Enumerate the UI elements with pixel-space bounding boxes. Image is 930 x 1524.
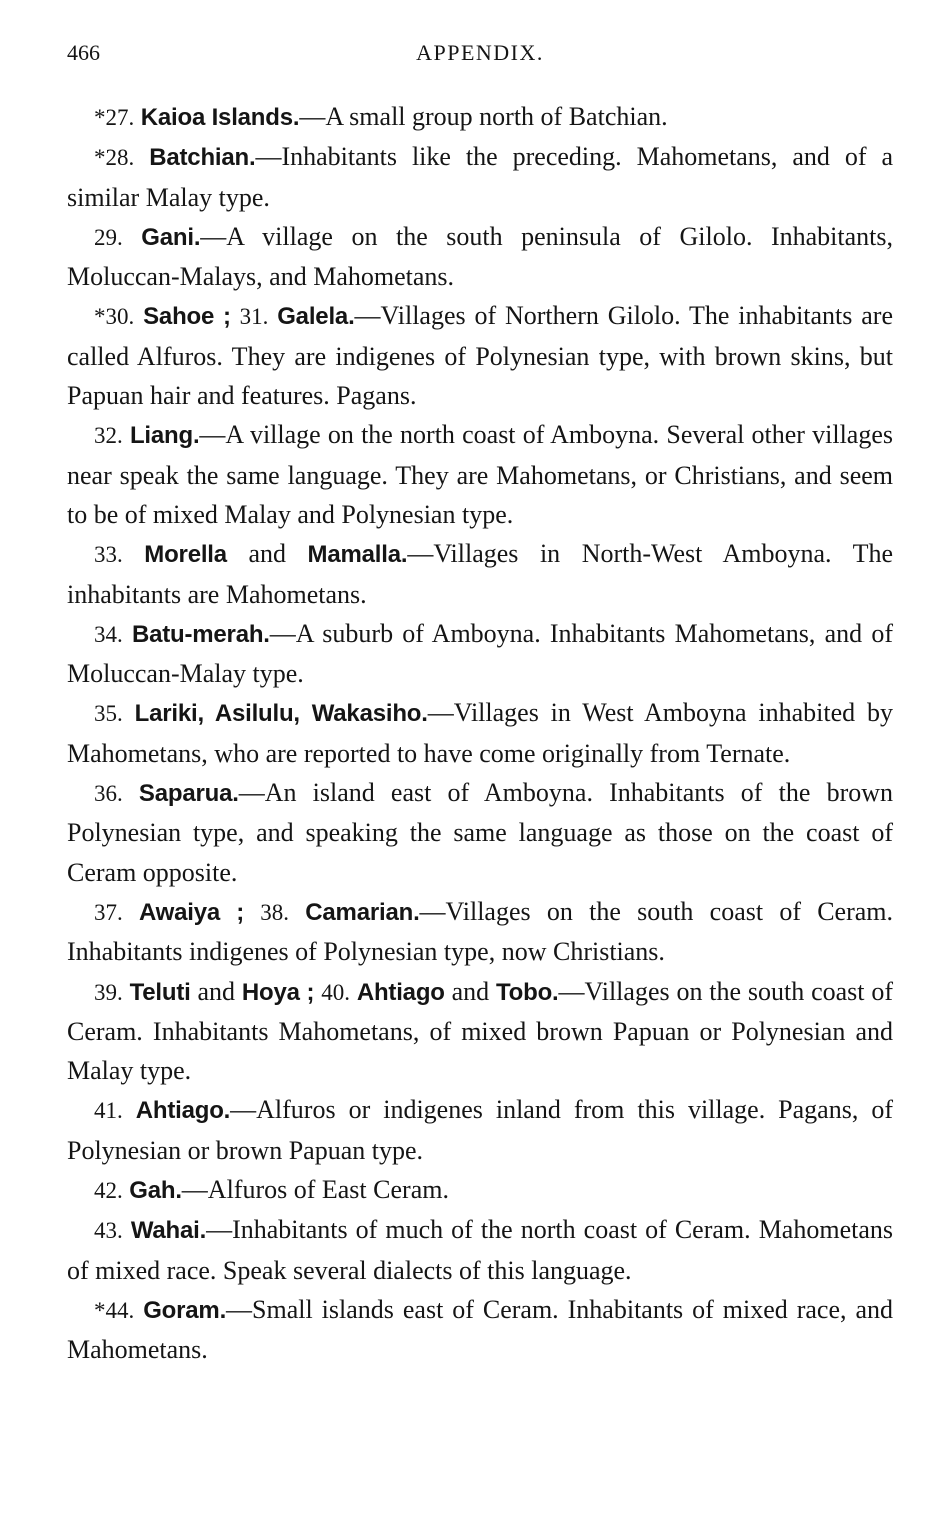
entry-place-name: Goram. <box>143 1296 227 1324</box>
entry-place-name: Gani. <box>141 223 201 251</box>
appendix-entry <box>67 217 893 297</box>
entry-number: *27. <box>94 105 135 130</box>
appendix-entry <box>67 1170 893 1210</box>
entry-text: —Alfuros of East Ceram. <box>181 1175 449 1205</box>
entry-place-name: Mamalla. <box>307 541 408 569</box>
entry-number: 35. <box>94 701 123 727</box>
entry-text: —Alfuros or indigenes inland from this village. Pagans, of Polynesian or brown Papuan type. <box>67 1095 893 1165</box>
entry-place-name: Ahtiago <box>356 978 445 1006</box>
entry-text: —Small islands east of Ceram. Inhabitants of mixed race, and Mahometans. <box>67 1294 893 1365</box>
entry-number: 38. <box>260 899 290 925</box>
entry-number: 31. <box>239 304 269 330</box>
entry-number: 41. <box>94 1098 123 1124</box>
appendix-entry <box>67 137 893 217</box>
entry-place-name: Batu-merah. <box>131 620 270 648</box>
appendix-entry <box>67 97 893 137</box>
entry-text <box>289 897 305 926</box>
entry-text <box>244 897 260 926</box>
entry-place-name: Batchian. <box>149 144 256 172</box>
entry-place-name: Sahoe ; <box>143 303 231 331</box>
entry-text: —An island east of Amboyna. Inhabitants of the brown Polynesian type, and speaking the same language as those on the coast of Ceram opposite. <box>67 778 894 887</box>
entry-text <box>123 698 135 727</box>
appendix-entry <box>67 1290 893 1370</box>
entry-text: —Villages in North-West Amboyna. The inhabitants are Mahometans. <box>67 539 894 609</box>
appendix-entry <box>67 415 893 534</box>
entry-number: 29. <box>94 224 123 250</box>
entry-number: 32. <box>94 423 123 449</box>
entry-text <box>123 222 142 251</box>
entry-text: and <box>190 976 242 1006</box>
entry-text: —A suburb of Amboyna. Inhabitants Mahometans, and of Moluccan-Malay type. <box>67 618 893 689</box>
appendix-entry <box>67 892 893 972</box>
entry-number: 42. <box>94 1178 123 1204</box>
appendix-entries <box>67 97 893 1370</box>
entry-text <box>123 619 132 648</box>
appendix-entry <box>67 534 893 614</box>
page-number: 466 <box>67 40 100 65</box>
page-header <box>67 40 893 74</box>
entry-text <box>123 420 130 449</box>
entry-text <box>231 301 240 330</box>
appendix-entry <box>67 296 893 415</box>
entry-number: 36. <box>94 781 123 807</box>
entry-place-name: Liang. <box>129 422 200 450</box>
entry-text <box>350 977 357 1006</box>
entry-text <box>268 301 277 330</box>
entry-text: —Inhabitants like the preceding. Mahometans, and of a similar Malay type. <box>67 142 894 212</box>
entry-text: and <box>226 539 308 569</box>
entry-text <box>134 301 143 330</box>
entry-place-name: Lariki, Asilulu, Wakasiho. <box>134 700 428 728</box>
entry-number: *28. <box>94 145 135 171</box>
appendix-entry <box>67 972 893 1091</box>
running-title: APPENDIX. <box>416 40 544 65</box>
entry-text: —A village on the south peninsula of Gilolo. Inhabitants, Moluccan-Malays, and Mahometans. <box>67 221 893 292</box>
entry-number: *30. <box>94 304 135 330</box>
entry-text <box>123 897 139 926</box>
entry-text <box>134 1295 143 1324</box>
entry-place-name: Teluti <box>129 978 191 1006</box>
entry-number: 33. <box>94 542 123 568</box>
entry-place-name: Tobo. <box>495 978 559 1006</box>
entry-text: —Villages on the south coast of Ceram. Inhabitants indigenes of Polynesian type, now Christians. <box>67 896 894 967</box>
appendix-entry <box>67 1090 893 1170</box>
appendix-entry <box>67 1210 893 1290</box>
entry-number: 40. <box>321 979 350 1005</box>
appendix-entry <box>67 773 893 892</box>
entry-text: —A small group north of Batchian. <box>299 102 668 131</box>
entry-number: 39. <box>94 979 123 1005</box>
entry-text <box>123 1095 136 1124</box>
appendix-entry <box>67 693 893 773</box>
entry-place-name: Morella <box>144 541 227 569</box>
entry-place-name: Gah. <box>129 1177 182 1205</box>
entry-place-name: Camarian. <box>305 898 420 926</box>
entry-text: —Inhabitants of much of the north coast of Ceram. Mahometans of mixed race. Speak several dialects of this language. <box>67 1215 893 1285</box>
entry-text <box>134 142 149 171</box>
entry-text: and <box>444 976 496 1006</box>
entry-text: —Villages on the south coast of Ceram. Inhabitants Mahometans, of mixed brown Papuan or Polynesian and Malay type. <box>67 976 894 1086</box>
entry-text: —Villages in West Amboyna inhabited by Mahometans, who are reported to have come originally from Ternate. <box>67 698 893 768</box>
entry-place-name: Hoya ; <box>241 978 315 1006</box>
entry-text <box>123 778 139 807</box>
entry-text <box>123 1215 131 1244</box>
entry-place-name: Kaioa Islands. <box>140 104 300 131</box>
entry-place-name: Awaiya ; <box>138 898 245 926</box>
entry-text <box>123 539 145 568</box>
entry-place-name: Ahtiago. <box>135 1097 231 1125</box>
entry-number: 43. <box>94 1218 123 1244</box>
entry-place-name: Galela. <box>277 303 355 331</box>
appendix-entry <box>67 614 893 694</box>
entry-place-name: Wahai. <box>130 1217 207 1245</box>
entry-text: —Villages of Northern Gilolo. The inhabitants are called Alfuros. They are indigenes of Polynesian type, with brown skins, but Papuan hair and features. Pagans. <box>67 301 893 411</box>
entry-number: 34. <box>94 621 123 647</box>
entry-place-name: Saparua. <box>138 780 239 808</box>
entry-number: *44. <box>94 1297 135 1323</box>
entry-text <box>123 977 130 1006</box>
entry-text: —A village on the north coast of Amboyna. Several other villages near speak the same language. They are Mahometans, or Christians, and seem to be of mixed Malay and Polynesian type. <box>67 420 894 529</box>
entry-number: 37. <box>94 899 123 925</box>
